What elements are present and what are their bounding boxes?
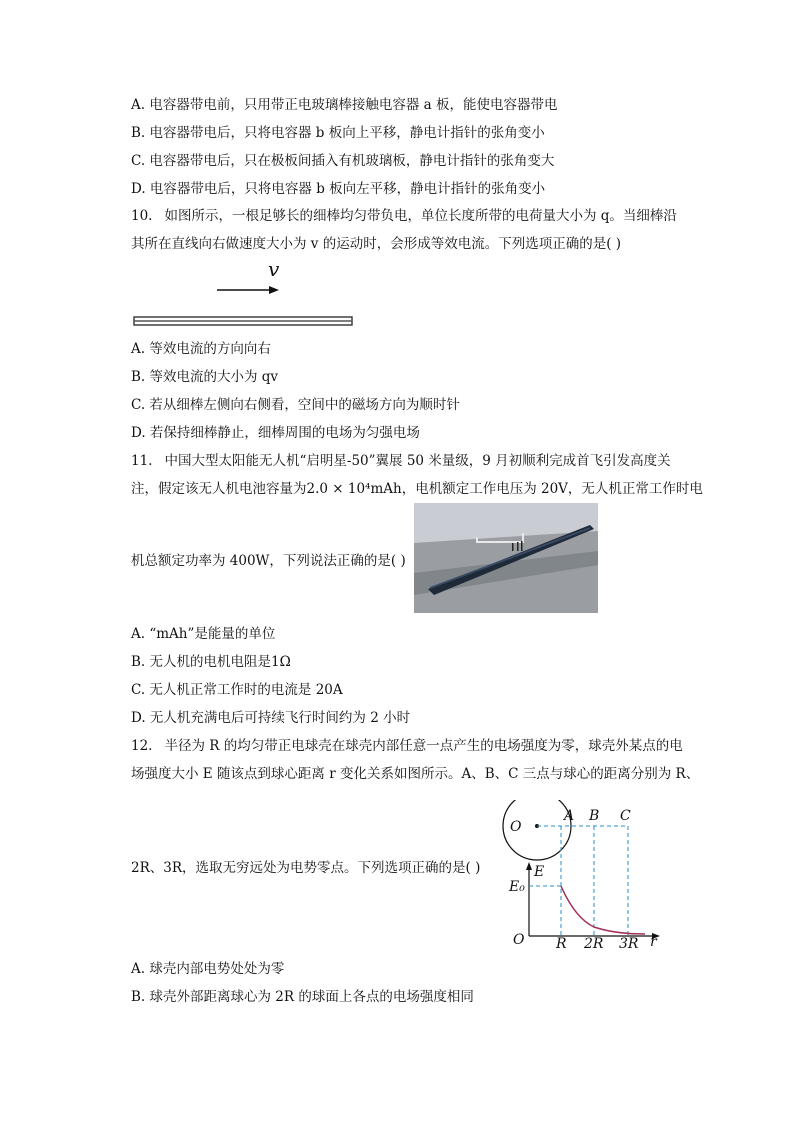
q11-number: 11. <box>131 453 153 469</box>
tick-r: R <box>556 936 567 950</box>
e0-label: E₀ <box>509 879 525 895</box>
q12-number: 12. <box>131 738 153 754</box>
tick-3r: 3R <box>619 936 639 950</box>
e-axis-label: E <box>534 864 545 880</box>
q9-option-d: D. 电容器带电后，只将电容器 b 板向左平移，静电计指针的张角变小 <box>131 181 546 197</box>
q9-option-a: A. 电容器带电前，只用带正电玻璃棒接触电容器 a 板，能使电容器带电 <box>131 97 558 113</box>
q11-stem-line3: 机总额定功率为 400W，下列说法正确的是( ) <box>131 553 406 569</box>
q10-stem-text1: 如图所示，一根足够长的细棒均匀带负电，单位长度所带的电荷量大小为 q。当细棒沿 <box>164 208 677 224</box>
q11-stem-text1: 中国大型太阳能无人机“启明星-50”翼展 50 米量级，9 月初顺利完成首飞引发高度关 <box>164 453 671 469</box>
q11-stem-line2: 注，假定该无人机电池容量为2.0 × 10⁴mAh，电机额定工作电压为 20V，无人机正常工作时电 <box>131 481 703 497</box>
q11-option-d: D. 无人机充满电后可持续飞行时间约为 2 小时 <box>131 710 411 726</box>
q11-option-a: A. “mAh”是能量的单位 <box>131 626 276 642</box>
q12-stem-line3: 2R、3R，选取无穷远处为电势零点。下列选项正确的是( ) <box>131 860 481 876</box>
solar-drone-photo <box>414 503 598 613</box>
q10-option-d: D. 若保持细棒静止，细棒周围的电场为匀强电场 <box>131 425 420 441</box>
field-curve <box>561 886 645 934</box>
q10-figure <box>130 258 360 330</box>
q12-stem-line2: 场强度大小 E 随该点到球心距离 r 变化关系如图所示。A、B、C 三点与球心的距离分别为 R、 <box>131 766 700 782</box>
q10-stem-line2: 其所在直线向右做速度大小为 v 的运动时，会形成等效电流。下列选项正确的是( ) <box>131 236 622 252</box>
origin-label: O <box>513 932 525 948</box>
q11-option-c: C. 无人机正常工作时的电流是 20A <box>131 682 343 698</box>
velocity-arrowhead <box>269 286 279 294</box>
q11-option-b: B. 无人机的电机电阻是1Ω <box>131 654 291 670</box>
point-a-label: A <box>564 808 575 824</box>
q9-option-c: C. 电容器带电后，只在极板间插入有机玻璃板，静电计指针的张角变大 <box>131 153 555 169</box>
q10-option-c: C. 若从细棒左侧向右侧看，空间中的磁场方向为顺时针 <box>131 397 460 413</box>
point-c-label: C <box>620 808 631 824</box>
q12-stem-line1 <box>131 736 683 756</box>
q10-option-a: A. 等效电流的方向向右 <box>131 341 271 357</box>
q12-stem-text1: 半径为 R 的均匀带正电球壳在球壳内部任意一点产生的电场强度为零，球壳外某点的电 <box>164 738 683 754</box>
center-label: O <box>510 819 522 835</box>
point-b-label: B <box>589 808 600 824</box>
velocity-label: v <box>268 258 280 281</box>
r-axis-label: r <box>650 934 657 950</box>
q9-option-b: B. 电容器带电后，只将电容器 b 板向上平移，静电计指针的张角变小 <box>131 125 545 141</box>
tick-2r: 2R <box>584 936 604 950</box>
q11-stem-line1 <box>131 451 671 471</box>
q12-field-diagram <box>500 800 680 950</box>
q10-number: 10. <box>131 208 153 224</box>
q12-option-b: B. 球壳外部距离球心为 2R 的球面上各点的电场强度相同 <box>131 989 474 1005</box>
q12-option-a: A. 球壳内部电势处处为零 <box>131 961 285 977</box>
q10-stem-line1 <box>131 206 677 226</box>
q10-option-b: B. 等效电流的大小为 qv <box>131 369 279 385</box>
